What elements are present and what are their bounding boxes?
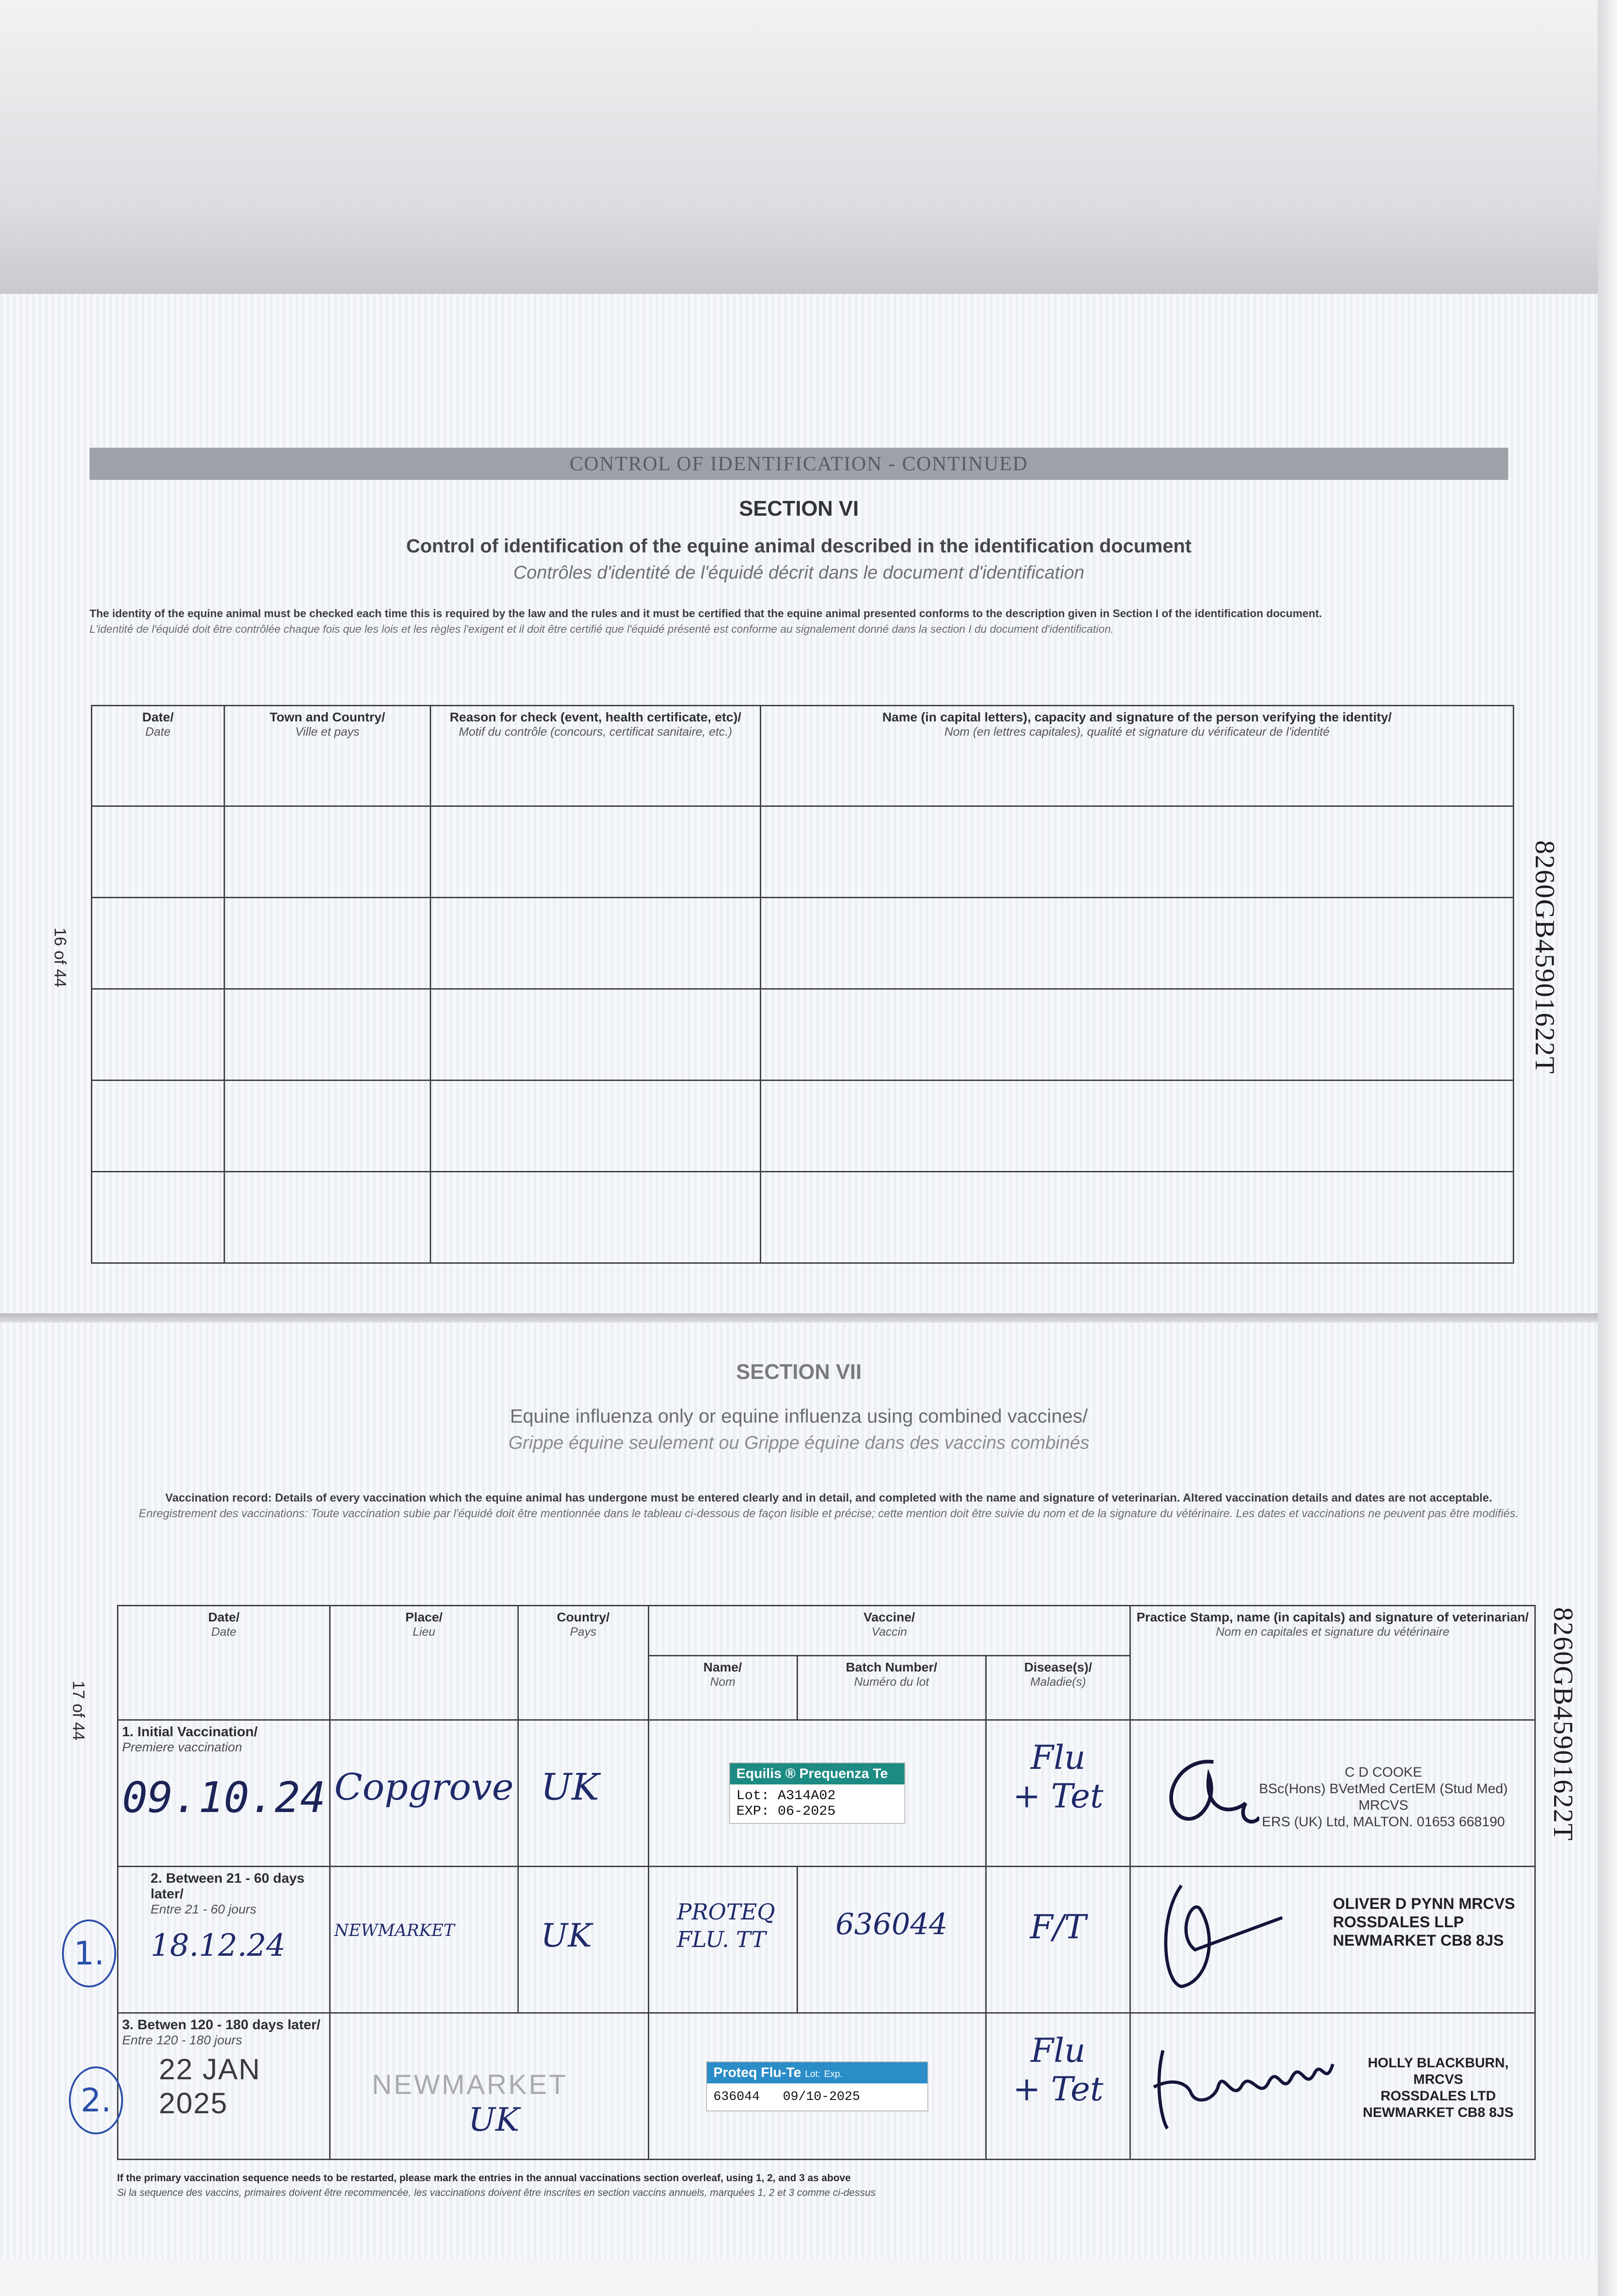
col-reason: Reason for check (event, health certificate, etc)/ Motif du contrôle (concours, certificat sanitaire, etc.) — [431, 706, 761, 806]
sequence-marker-1: 1. — [62, 1919, 116, 1987]
passport-id: 8260GB45901622T — [1548, 1607, 1578, 1841]
vaccine-label-cell — [648, 1720, 986, 1867]
section-subtitle: Equine influenza only or equine influenza using combined vaccines/ — [510, 1405, 1088, 1427]
vaccine-sticker: Equilis ® Prequenza Te Lot: A314A02 EXP: 06-2025 — [729, 1762, 905, 1824]
vaccination-table — [117, 1605, 1536, 2160]
disease-cell: Flu + Tet — [986, 1720, 1130, 1867]
col-vaccine: Vaccine/ Vaccin — [648, 1606, 1130, 1656]
page-number: 17 of 44 — [69, 1681, 88, 1741]
country-handwritten: UK — [468, 2101, 520, 2138]
table-row — [92, 898, 1514, 989]
vet-cell — [1130, 2013, 1535, 2160]
row-date-cell: 2. Between 21 - 60 days later/ Entre 21 - 60 jours 18.12.24 — [118, 1867, 330, 2013]
signature-icon — [1145, 2032, 1337, 2138]
intro-fr: L'identité de l'équidé doit être contrôlée chaque fois que les lois et les règles l'exigent et il doit être certifié que l'équidé présenté est conforme au signalement donné dans la section I du document d'identification. — [90, 623, 1114, 636]
signature-icon — [1149, 1881, 1287, 1996]
table-row — [92, 806, 1514, 898]
country-cell: UK — [518, 1720, 648, 1867]
page-number: 16 of 44 — [51, 928, 70, 988]
place-stamp: NEWMARKET — [372, 2069, 568, 2100]
section-banner: CONTROL OF IDENTIFICATION - CONTINUED — [90, 448, 1508, 480]
vet-cell — [1130, 1720, 1535, 1867]
vaccination-row-2 — [118, 1867, 1535, 2013]
intro-en: The identity of the equine animal must be checked each time this is required by the law and the rules and it must be certified that the equine animal presented conforms to the description given in Section I of the identification document. — [90, 608, 1322, 620]
col-vet: Practice Stamp, name (in capitals) and signature of veterinarian/ Nom en capitales et signature du vétérinaire — [1130, 1606, 1535, 1720]
vaccination-date: 09.10.24 — [122, 1773, 326, 1822]
row-date-cell: 1. Initial Vaccination/ Premiere vaccination 09.10.24 — [118, 1720, 330, 1867]
vaccination-date: 18.12.24 — [151, 1928, 286, 1963]
vaccine-label-cell — [648, 2013, 986, 2160]
vaccine-name-cell: PROTEQ FLU. TT — [648, 1867, 797, 2013]
table-row — [92, 989, 1514, 1080]
disease-cell: F/T — [986, 1867, 1130, 2013]
row-date-cell: 3. Betwen 120 - 180 days later/ Entre 120 - 180 jours 22 JAN 2025 — [118, 2013, 330, 2160]
section-subtitle-fr: Grippe équine seulement ou Grippe équine dans des vaccins combinés — [508, 1433, 1089, 1453]
vet-stamp: HOLLY BLACKBURN, MRCVS ROSSDALES LTD NEWMARKET CB8 8JS — [1363, 2055, 1514, 2120]
signature-icon — [1149, 1748, 1259, 1835]
col-place: Place/ Lieu — [330, 1606, 518, 1720]
sequence-marker-2: 2. — [69, 2066, 123, 2134]
col-town-country: Town and Country/ Ville et pays — [225, 706, 431, 806]
vet-cell — [1130, 1867, 1535, 2013]
footnote-fr: Si la sequence des vaccins, primaires doivent être recommencée, les vaccinations doivent être inscrites en section vaccins annuels, marquées 1, 2 et 3 comme ci-dessus — [117, 2187, 876, 2198]
identity-check-table — [91, 705, 1514, 1264]
col-vaccine-name: Name/ Nom — [648, 1656, 797, 1720]
intro-fr: Enregistrement des vaccinations: Toute vaccination subie par l'équidé doit être mentionnée dans le tableau ci-dessous de façon lisible et précise; cette mention doit être suivie du nom et de la signature du vétérinaire. Les dates et vaccinations ne peuvent pas être modifiés. — [139, 1507, 1519, 1520]
intro-text — [90, 606, 1485, 637]
col-batch: Batch Number/ Numéro du lot — [797, 1656, 986, 1720]
passport-id: 8260GB45901622T — [1530, 840, 1560, 1075]
section-subtitle-fr: Contrôles d'identité de l'équidé décrit dans le document d'identification — [513, 563, 1084, 583]
intro-text — [129, 1490, 1529, 1521]
table-row — [92, 1172, 1514, 1263]
disease-cell: Flu + Tet — [986, 2013, 1130, 2160]
place-cell: NEWMARKET — [330, 1867, 518, 2013]
col-date: Date/ Date — [92, 706, 225, 806]
vaccination-row-3 — [118, 2013, 1535, 2160]
scan-background-top — [0, 0, 1617, 294]
col-date: Date/ Date — [118, 1606, 330, 1720]
vet-stamp: C D COOKE BSc(Hons) BVetMed CertEM (Stud Med) MRCVS ERS (UK) Ltd, MALTON. 01653 668190 — [1259, 1765, 1508, 1829]
batch-cell: 636044 — [797, 1867, 986, 2013]
vaccination-date: 22 JAN 2025 — [159, 2053, 261, 2120]
vaccination-row-1 — [118, 1720, 1535, 1867]
footnote: If the primary vaccination sequence needs to be restarted, please mark the entries in the annual vaccinations section overleaf, using 1, 2, and 3 as above — [117, 2172, 851, 2183]
section-title: SECTION VI — [739, 496, 859, 520]
place-cell: Copgrove — [330, 1720, 518, 1867]
intro-en: Vaccination record: Details of every vaccination which the equine animal has undergone must be entered clearly and in detail, and completed with the name and signature of veterinarian. Altered vaccination details and dates are not acceptable. — [165, 1491, 1493, 1504]
section-title: SECTION VII — [736, 1360, 862, 1384]
place-country-cell — [330, 2013, 649, 2160]
col-country: Country/ Pays — [518, 1606, 648, 1720]
col-disease: Disease(s)/ Maladie(s) — [986, 1656, 1130, 1720]
col-verifier: Name (in capital letters), capacity and signature of the person verifying the identity/ Nom (en lettres capitales), qualité et signature du vérificateur de l'identité — [761, 706, 1514, 806]
vet-stamp: OLIVER D PYNN MRCVS ROSSDALES LLP NEWMARKET CB8 8JS — [1333, 1895, 1515, 1949]
section-subtitle: Control of identification of the equine animal described in the identification document — [406, 535, 1192, 557]
table-row — [92, 1080, 1514, 1172]
scan-edge — [1598, 0, 1617, 2296]
country-cell: UK — [518, 1867, 648, 2013]
vaccine-sticker: Proteq Flu-Te Lot: Exp. 636044 09/10-2025 — [706, 2061, 928, 2111]
